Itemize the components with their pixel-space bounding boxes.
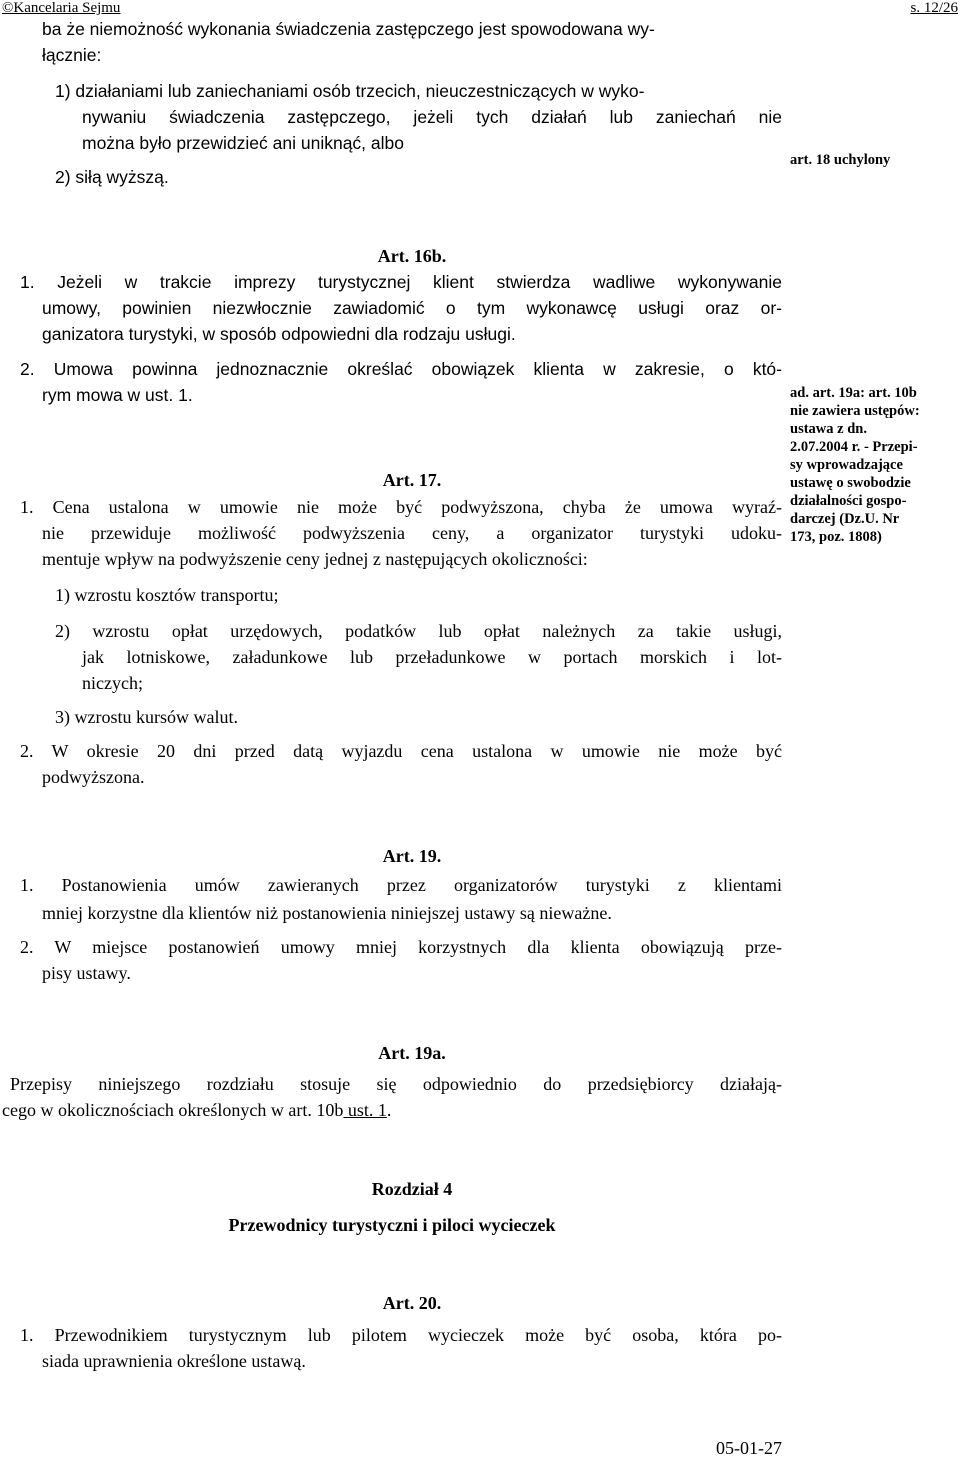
art-19-title: Art. 19. <box>382 846 442 866</box>
art-19-p1-line-2: mniej korzystne dla klientów niż postanowienia niniejszej ustawy są nieważne. <box>42 903 612 923</box>
art-17-p2-line-2: podwyższona. <box>42 767 145 787</box>
note-art-19a-line: ad. art. 19a: art. 10b <box>790 385 917 401</box>
header-page-number: s. 12/26 <box>910 0 958 16</box>
art-16b-p1-line-3: ganizatora turystyki, w sposób odpowiedni dla rodzaju usługi. <box>42 324 516 344</box>
art-19a-line-2 <box>2 1097 391 1123</box>
note-art-19a-line: ustawa z dn. <box>790 421 867 437</box>
art-16b-title: Art. 16b. <box>377 246 447 266</box>
intro-item-2: 2) siłą wyższą. <box>55 167 169 187</box>
intro-item-1-line-3: można było przewidzieć ani uniknąć, albo <box>82 133 404 153</box>
note-art-19a-line: 173, poz. 1808) <box>790 529 882 545</box>
art-17-item-1: 1) wzrostu kosztów transportu; <box>55 585 279 605</box>
note-art-19a-line: ustawę o swobodzie <box>790 475 911 491</box>
art-17-p2-line-1: 2. W okresie 20 dni przed datą wyjazdu cena ustalona w umowie nie może być <box>20 741 782 761</box>
note-art-19a-line: 2.07.2004 r. - Przepi- <box>790 439 918 455</box>
art-20-p1-line-2: siada uprawnienia określone ustawą. <box>42 1351 306 1371</box>
art-20-title: Art. 20. <box>382 1293 442 1313</box>
art-17-p1-line-1: 1. Cena ustalona w umowie nie może być podwyższona, chyba że umowa wyraź- <box>20 497 782 517</box>
art-19a-title: Art. 19a. <box>378 1043 446 1063</box>
note-art-19a-line: działalności gospo- <box>790 493 907 509</box>
art-17-title: Art. 17. <box>382 470 442 490</box>
art-16b-p2-line-1: 2. Umowa powinna jednoznacznie określać obowiązek klienta w zakresie, o któ- <box>20 359 782 379</box>
intro-line-2: łącznie: <box>42 45 102 65</box>
header-left: ©Kancelaria Sejmu <box>2 0 121 16</box>
intro-line-1: ba że niemożność wykonania świadczenia zastępczego jest spowodowana wy- <box>42 19 655 39</box>
note-art-19a-line: darczej (Dz.U. Nr <box>790 511 900 527</box>
chapter-subtitle: Przewodnicy turystyczni i piloci wycieczek <box>228 1215 556 1235</box>
art-17-item-2-line-1: 2) wzrostu opłat urzędowych, podatków lub opłat należnych za takie usługi, <box>55 621 782 641</box>
art-19a-line-2-end: . <box>386 1100 392 1120</box>
note-art-19a-line: sy wprowadzające <box>790 457 903 473</box>
art-17-p1-line-3: mentuje wpływ na podwyższenie ceny jednej z następujących okoliczności: <box>42 549 588 569</box>
art-17-item-3: 3) wzrostu kursów walut. <box>55 707 238 727</box>
art-17-item-2-line-3: niczych; <box>82 673 143 693</box>
art-16b-p2-line-2: rym mowa w ust. 1. <box>42 385 193 405</box>
art-17-item-2-line-2: jak lotniskowe, załadunkowe lub przeładunkowe w portach morskich i lot- <box>82 647 782 667</box>
art-19-p2-line-1: 2. W miejsce postanowień umowy mniej korzystnych dla klienta obowiązują prze- <box>20 937 782 957</box>
art-19a-line-1: Przepisy niniejszego rozdziału stosuje się odpowiednio do przedsiębiorcy działają- <box>10 1074 782 1094</box>
art-19a-reference-link[interactable]: ust. 1 <box>343 1100 387 1120</box>
art-16b-p1-line-1: 1. Jeżeli w trakcie imprezy turystycznej klient stwierdza wadliwe wykonywanie <box>20 272 782 292</box>
note-art-19a-line: nie zawiera ustępów: <box>790 403 920 419</box>
art-20-p1-line-1: 1. Przewodnikiem turystycznym lub pilotem wycieczek może być osoba, która po- <box>20 1325 782 1345</box>
chapter-title: Rozdział 4 <box>371 1179 453 1199</box>
art-19-p2-line-2: pisy ustawy. <box>42 963 131 983</box>
footer-date: 05-01-27 <box>716 1438 782 1458</box>
art-19-p1-line-1: 1. Postanowienia umów zawieranych przez organizatorów turystyki z klientami <box>20 875 782 895</box>
note-art-18: art. 18 uchylony <box>790 152 891 168</box>
intro-item-1-line-1: 1) działaniami lub zaniechaniami osób trzecich, nieuczestniczących w wyko- <box>55 81 645 101</box>
note-art-19a <box>790 384 960 546</box>
art-19a-line-2-text: cego w okolicznościach określonych w art. 10b <box>2 1100 344 1120</box>
intro-item-1-line-2: nywaniu świadczenia zastępczego, jeżeli tych działań lub zaniechań nie <box>82 107 782 127</box>
art-17-p1-line-2: nie przewiduje możliwość podwyższenia ceny, a organizator turystyki udoku- <box>42 523 782 543</box>
art-16b-p1-line-2: umowy, powinien niezwłocznie zawiadomić o tym wykonawcę usługi oraz or- <box>42 298 782 318</box>
